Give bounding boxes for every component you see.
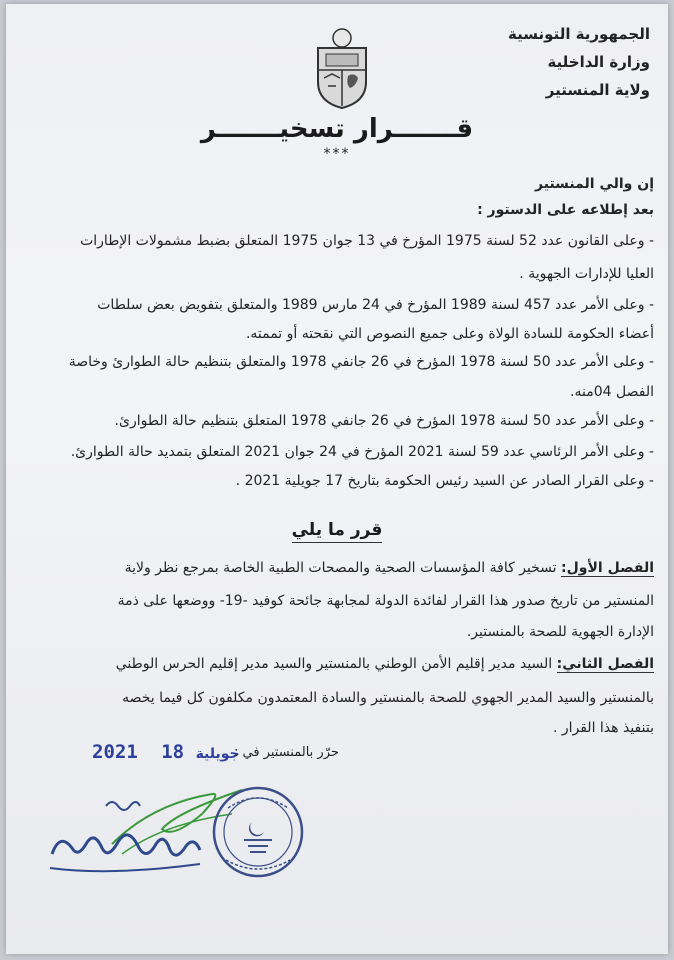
article-1-line: المنستير من تاريخ صدور هذا القرار لفائدة الدولة لمجابهة جائحة كوفيد -19- ووضعها على ذمة (117, 593, 654, 609)
recital-line: العليا للإدارات الجهوية . (519, 266, 654, 282)
official-stamp (208, 782, 308, 882)
article-2-line: بالمنستير والسيد المدير الجهوي للصحة بالمنستير والسادة المعتمدون مكلفون كل فيما يخصه (122, 690, 654, 706)
issuer-line: إن والي المنستير (535, 176, 654, 192)
recital-line: - وعلى القرار الصادر عن السيد رئيس الحكومة بتاريخ 17 جويلية 2021 . (235, 473, 654, 489)
written-in-label: حرّر بالمنستير في : (234, 745, 339, 760)
article-2 (14, 656, 654, 746)
article-1-label: الفصل الأول: (561, 560, 654, 576)
document-page (6, 4, 668, 954)
article-2-label: الفصل الثاني: (556, 656, 654, 672)
tunisia-coat-of-arms-icon (312, 26, 372, 110)
recital-line: - وعلى الأمر عدد 50 لسنة 1978 المؤرخ في 26 جانفي 1978 المتعلق بتنظيم حالة الطوارئ. (114, 413, 654, 429)
header-ministry: وزارة الداخلية (547, 53, 650, 71)
preamble-intro: بعد إطلاعه على الدستور : (477, 202, 654, 218)
header-governorate: ولاية المنستير (545, 81, 650, 99)
date-month: جويلية (195, 746, 240, 762)
recital-line: - وعلى الأمر الرئاسي عدد 59 لسنة 2021 المؤرخ في 24 جوان 2021 المتعلق بتمديد حالة الطوارئ. (70, 444, 654, 460)
article-2-line (14, 656, 654, 672)
article-2-text: السيد مدير إقليم الأمن الوطني بالمنستير والسيد مدير إقليم الحرس الوطني (115, 656, 553, 672)
title-ornament: *** (323, 146, 351, 162)
decision-heading-text: قرر ما يلي (292, 520, 383, 543)
article-1-text: تسخير كافة المؤسسات الصحية والمصحات الطبية الخاصة بمرجع نظر ولاية (124, 560, 557, 576)
recital-line: - وعلى الأمر عدد 50 لسنة 1978 المؤرخ في 26 جانفي 1978 والمتعلق بتنظيم حالة الطوارئ وخاصة (68, 354, 654, 370)
article-1-line (14, 560, 654, 576)
article-2-line: بتنفيذ هذا القرار . (552, 720, 654, 736)
recitals-list (14, 233, 654, 503)
decision-heading (6, 520, 668, 540)
date-day: 18 (161, 741, 185, 763)
recital-line: - وعلى الأمر عدد 457 لسنة 1989 المؤرخ في 24 مارس 1989 والمتعلق بتفويض بعض سلطات (97, 297, 654, 313)
recital-line: الفصل 04منه. (570, 384, 654, 400)
header-republic: الجمهورية التونسية (508, 25, 650, 43)
article-1-line: الإدارة الجهوية للصحة بالمنستير. (466, 624, 654, 640)
recital-line: أعضاء الحكومة للسادة الولاة وعلى جميع النصوص التي نقحته أو تممته. (245, 326, 654, 342)
date-year: 2021 (92, 741, 138, 763)
article-1 (14, 560, 654, 650)
document-title: قـــــــرار تسخيـــــــر (200, 114, 474, 144)
handwritten-date (92, 741, 240, 763)
recital-line: - وعلى القانون عدد 52 لسنة 1975 المؤرخ في 13 جوان 1975 المتعلق بضبط مشمولات الإطارات (80, 233, 654, 249)
letterhead (508, 20, 650, 104)
